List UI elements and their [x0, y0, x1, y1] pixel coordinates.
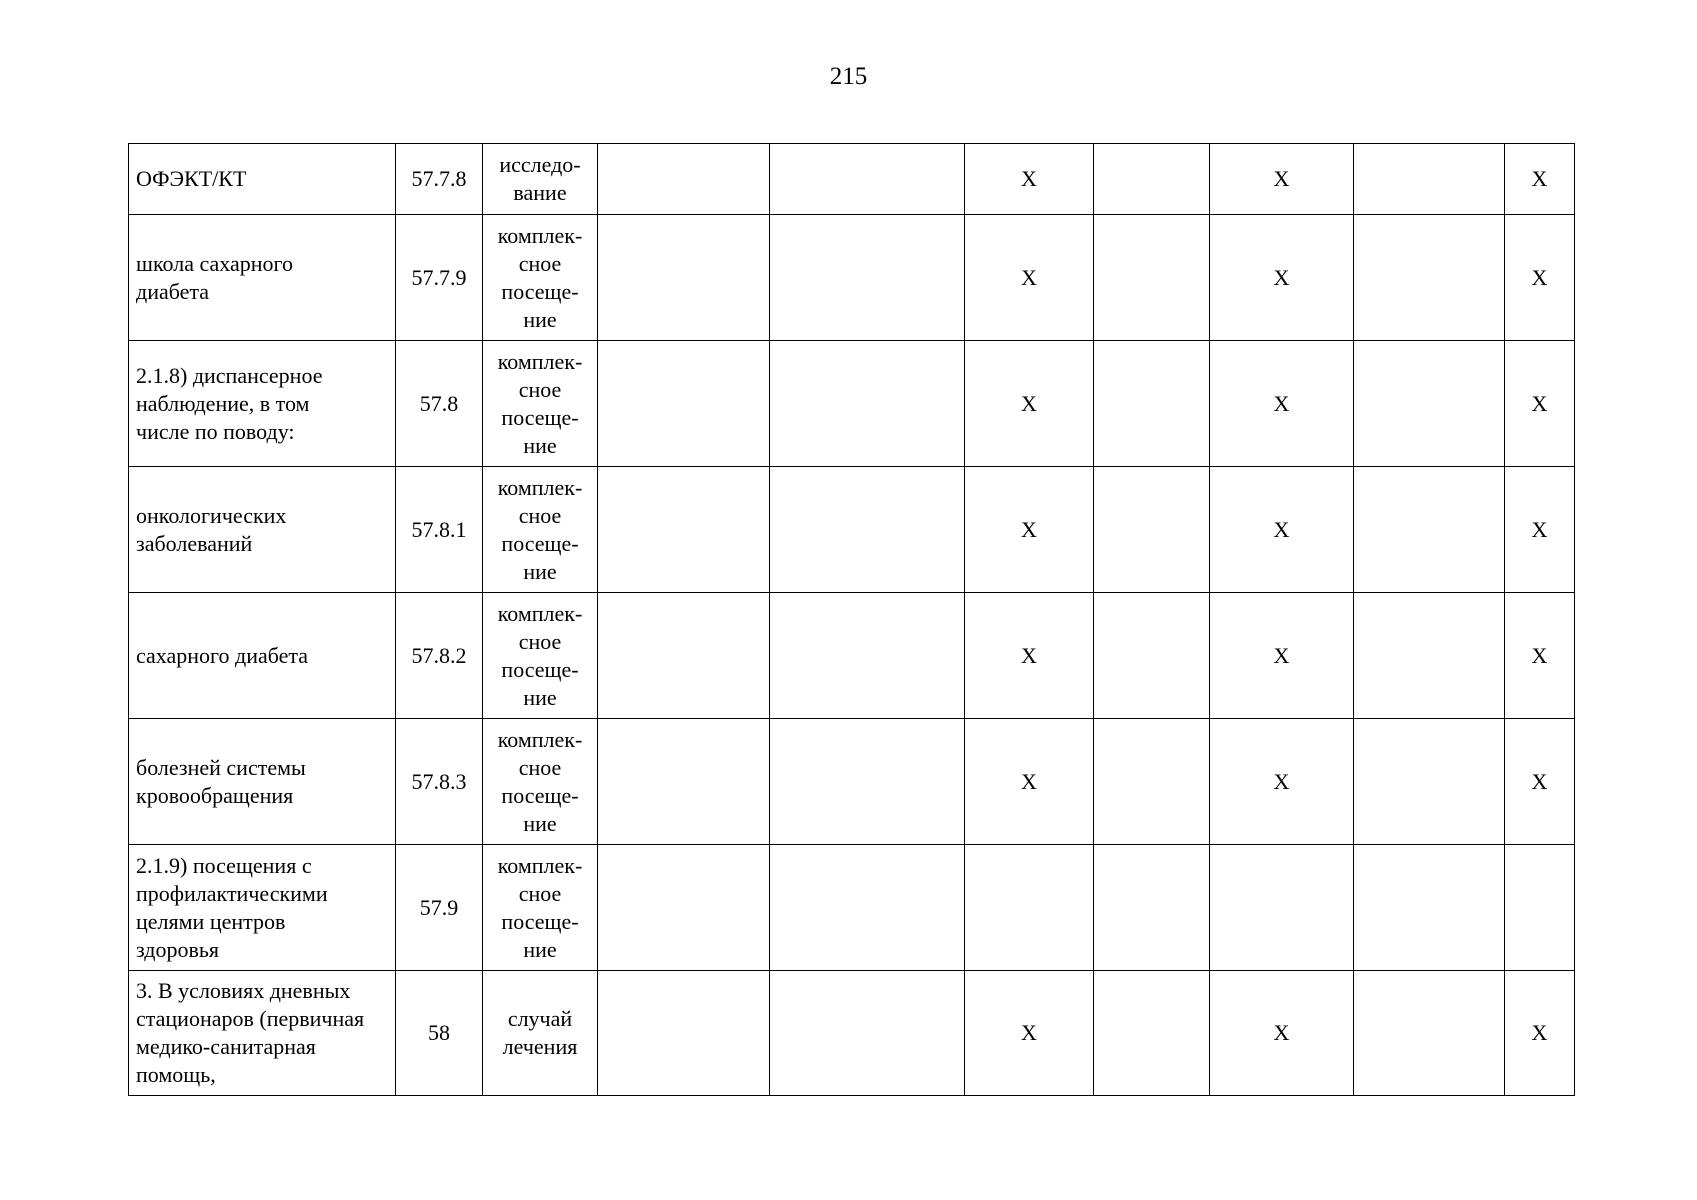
row-code-cell: 58	[396, 971, 483, 1096]
value-cell-col4	[598, 341, 770, 467]
row-name-cell: 3. В условиях дневных стационаров (первичная медико-санитарная помощь,	[129, 971, 396, 1096]
value-cell-col4	[598, 215, 770, 341]
page-number: 215	[829, 63, 868, 90]
table-row	[129, 144, 1575, 215]
value-cell-col4	[598, 719, 770, 845]
value-cell-col8: Х	[1210, 467, 1354, 593]
value-cell-col7	[1094, 845, 1210, 971]
row-name-cell: 2.1.9) посещения с профилактическими целями центров здоровья	[129, 845, 396, 971]
value-cell-col6: Х	[965, 341, 1094, 467]
value-cell-col6: Х	[965, 215, 1094, 341]
value-cell-col5	[770, 467, 965, 593]
row-unit-cell: комплек- сное посеще- ние	[483, 845, 598, 971]
table-row	[129, 593, 1575, 719]
value-cell-col7	[1094, 341, 1210, 467]
value-cell-col6	[965, 845, 1094, 971]
value-cell-col8	[1210, 845, 1354, 971]
value-cell-col5	[770, 719, 965, 845]
table-row	[129, 971, 1575, 1096]
value-cell-col6: Х	[965, 593, 1094, 719]
value-cell-col8: Х	[1210, 341, 1354, 467]
value-cell-col7	[1094, 719, 1210, 845]
value-cell-col10: Х	[1505, 971, 1575, 1096]
value-cell-col10: Х	[1505, 467, 1575, 593]
row-unit-cell: комплек- сное посеще- ние	[483, 215, 598, 341]
value-cell-col7	[1094, 971, 1210, 1096]
value-cell-col5	[770, 593, 965, 719]
value-cell-col7	[1094, 467, 1210, 593]
value-cell-col5	[770, 215, 965, 341]
value-cell-col9	[1354, 341, 1505, 467]
value-cell-col4	[598, 971, 770, 1096]
row-code-cell: 57.7.9	[396, 215, 483, 341]
value-cell-col9	[1354, 215, 1505, 341]
value-cell-col6: Х	[965, 971, 1094, 1096]
row-name-cell: 2.1.8) диспансерное наблюдение, в том числе по поводу:	[129, 341, 396, 467]
row-unit-cell: случай лечения	[483, 971, 598, 1096]
value-cell-col9	[1354, 971, 1505, 1096]
value-cell-col10: Х	[1505, 341, 1575, 467]
value-cell-col9	[1354, 845, 1505, 971]
value-cell-col8: Х	[1210, 719, 1354, 845]
value-cell-col7	[1094, 593, 1210, 719]
row-name-cell: болезней системы кровообращения	[129, 719, 396, 845]
row-code-cell: 57.8.2	[396, 593, 483, 719]
row-unit-cell: комплек- сное посеще- ние	[483, 341, 598, 467]
value-cell-col5	[770, 144, 965, 215]
value-cell-col6: Х	[965, 467, 1094, 593]
value-cell-col10: Х	[1505, 719, 1575, 845]
table-row	[129, 845, 1575, 971]
table-row	[129, 215, 1575, 341]
row-code-cell: 57.8	[396, 341, 483, 467]
row-unit-cell: комплек- сное посеще- ние	[483, 467, 598, 593]
value-cell-col5	[770, 341, 965, 467]
row-unit-cell: исследо- вание	[483, 144, 598, 215]
row-code-cell: 57.8.1	[396, 467, 483, 593]
row-unit-cell: комплек- сное посеще- ние	[483, 719, 598, 845]
value-cell-col4	[598, 467, 770, 593]
value-cell-col7	[1094, 215, 1210, 341]
table-row	[129, 341, 1575, 467]
row-code-cell: 57.9	[396, 845, 483, 971]
value-cell-col4	[598, 593, 770, 719]
value-cell-col8: Х	[1210, 593, 1354, 719]
value-cell-col8: Х	[1210, 215, 1354, 341]
value-cell-col10: Х	[1505, 144, 1575, 215]
value-cell-col10	[1505, 845, 1575, 971]
row-name-cell: ОФЭКТ/КТ	[129, 144, 396, 215]
value-cell-col5	[770, 845, 965, 971]
value-cell-col9	[1354, 467, 1505, 593]
data-table	[128, 143, 1575, 1096]
row-code-cell: 57.8.3	[396, 719, 483, 845]
value-cell-col5	[770, 971, 965, 1096]
row-unit-cell: комплек- сное посеще- ние	[483, 593, 598, 719]
row-name-cell: онкологических заболеваний	[129, 467, 396, 593]
value-cell-col9	[1354, 144, 1505, 215]
row-name-cell: сахарного диабета	[129, 593, 396, 719]
value-cell-col10: Х	[1505, 593, 1575, 719]
table-row	[129, 467, 1575, 593]
value-cell-col9	[1354, 593, 1505, 719]
value-cell-col10: Х	[1505, 215, 1575, 341]
table-row	[129, 719, 1575, 845]
value-cell-col6: Х	[965, 144, 1094, 215]
value-cell-col8: Х	[1210, 144, 1354, 215]
value-cell-col9	[1354, 719, 1505, 845]
value-cell-col4	[598, 144, 770, 215]
value-cell-col8: Х	[1210, 971, 1354, 1096]
value-cell-col4	[598, 845, 770, 971]
value-cell-col7	[1094, 144, 1210, 215]
row-code-cell: 57.7.8	[396, 144, 483, 215]
value-cell-col6: Х	[965, 719, 1094, 845]
row-name-cell: школа сахарного диабета	[129, 215, 396, 341]
